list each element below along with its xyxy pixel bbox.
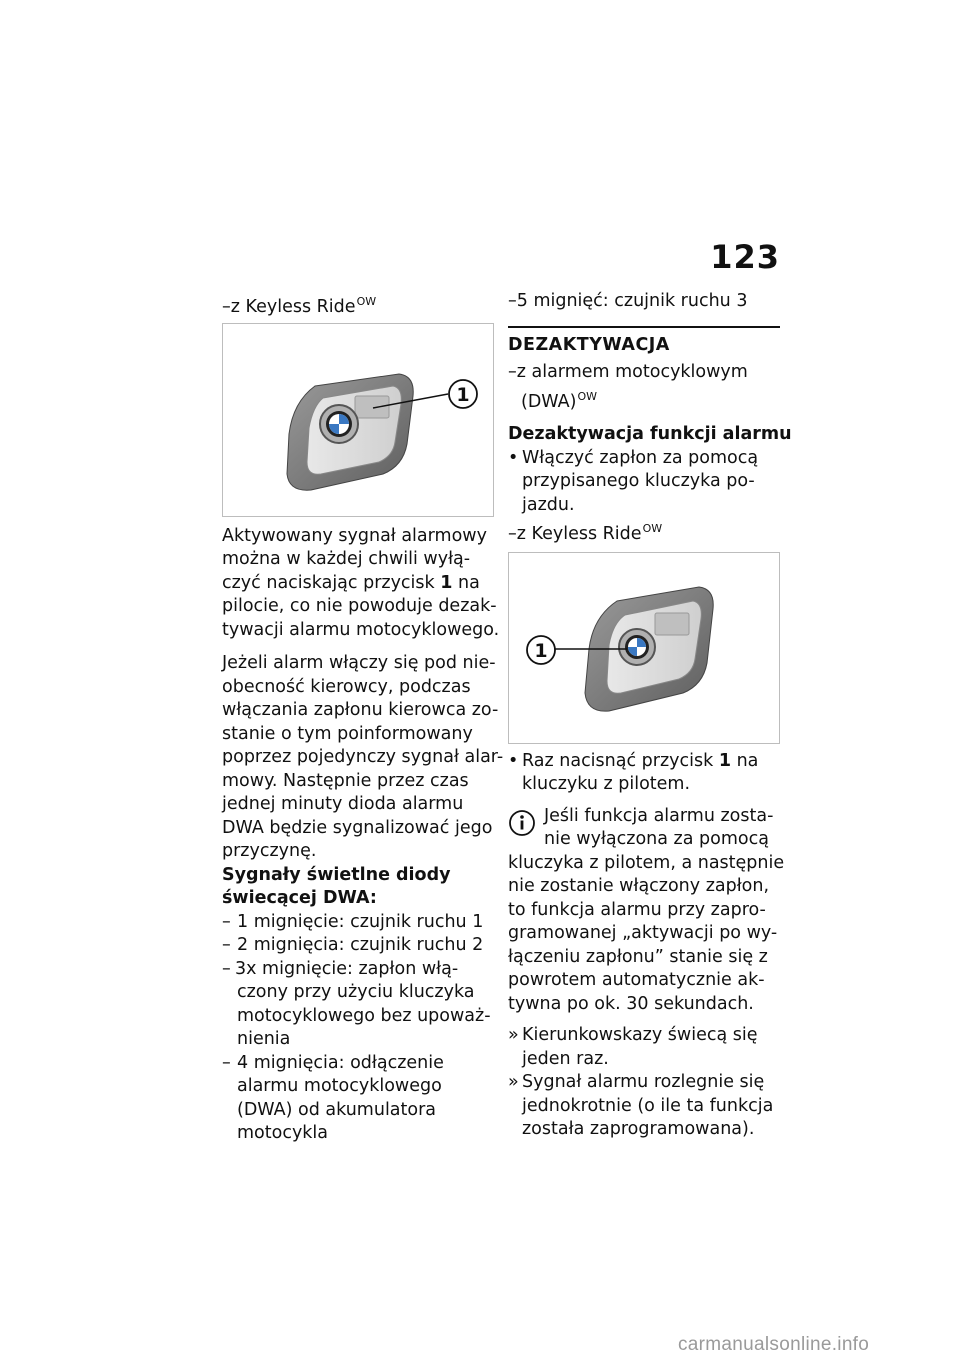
list-item-text: (DWA) od akumulatora xyxy=(237,1099,437,1120)
text-line: pilocie, co nie powoduje dezak- xyxy=(222,596,497,616)
list-item xyxy=(222,934,494,958)
option-superscript: OW xyxy=(577,389,597,403)
step-text: kluczyku z pilotem. xyxy=(522,774,691,794)
button-reference: 1 xyxy=(718,750,731,771)
text-fragment: na xyxy=(452,572,480,593)
info-icon xyxy=(508,808,538,838)
text-line: przyczynę. xyxy=(222,841,317,861)
dash-marker: – xyxy=(222,1052,231,1073)
keyless-label-text: –z Keyless Ride xyxy=(222,297,356,317)
list-item-text: 4 mignięcia: odłączenie xyxy=(237,1052,444,1073)
text-line: DWA będzie sygnalizować jego xyxy=(222,817,493,838)
alarm-option-label xyxy=(508,361,780,414)
note-text: tywna po ok. 30 sekundach. xyxy=(508,993,754,1014)
list-item-text: 3x mignięcie: zapłon włą- xyxy=(235,958,459,979)
text-line: Aktywowany sygnał alarmowy xyxy=(222,525,487,546)
text-line: Jeżeli alarm włączy się pod nie- xyxy=(222,653,496,673)
signals-heading: świecącej DWA: xyxy=(222,888,377,908)
list-item-text: 1 mignięcie: czujnik ruchu 1 xyxy=(237,911,484,932)
paragraph-alarm-absence xyxy=(222,652,504,864)
result-text: jeden raz. xyxy=(522,1048,609,1069)
signal-5-item: –5 mignięć: czujnik ruchu 3 xyxy=(508,291,748,311)
keyless-label-text: –z Keyless Ride xyxy=(508,524,642,544)
step-text: jazdu. xyxy=(522,494,575,515)
text-line xyxy=(508,385,780,415)
text-line: poprzez pojedynczy sygnał alar- xyxy=(222,747,504,767)
text-line xyxy=(222,572,494,596)
figure1-callout: 1 xyxy=(456,383,470,406)
text-fragment: czyć naciskając przycisk xyxy=(222,572,441,593)
text-line: obecność kierowcy, podczas xyxy=(222,676,471,697)
list-item xyxy=(222,911,494,935)
remote-key-figure-2 xyxy=(508,552,780,744)
text-line: włączania zapłonu kierowca zo- xyxy=(222,700,499,720)
dash-marker: – xyxy=(222,911,231,932)
result-text: jednokrotnie (o ile ta funkcja xyxy=(522,1095,774,1116)
note-text: gramowanej „aktywacji po wy- xyxy=(508,923,778,943)
list-item-text: czony przy użyciu kluczyka xyxy=(237,982,475,1002)
list-item-text: motocykla xyxy=(237,1123,329,1143)
text-fragment: (DWA) xyxy=(521,391,577,412)
step-text xyxy=(522,750,758,774)
result-text: Sygnał alarmu rozlegnie się xyxy=(522,1072,765,1092)
list-item-text: motocyklowego bez upoważ- xyxy=(237,1005,491,1026)
result-text: została zaprogramowana). xyxy=(522,1119,755,1139)
figure2-callout: 1 xyxy=(534,639,548,662)
left-column xyxy=(222,290,504,1146)
note-text: łączeniu zapłonu” stanie się z xyxy=(508,946,768,967)
page-number: 123 xyxy=(710,238,780,276)
text-line: –z alarmem motocyklowym xyxy=(508,362,748,382)
result-item xyxy=(508,1024,780,1071)
signals-heading: Sygnały świetlne diody xyxy=(222,864,451,885)
note-text: powrotem automatycznie ak- xyxy=(508,970,765,990)
note-text: nie zostanie włączony zapłon, xyxy=(508,876,770,896)
list-item xyxy=(222,958,494,1052)
step-item xyxy=(508,447,780,518)
button-reference: 1 xyxy=(440,572,453,593)
right-column xyxy=(508,290,792,1142)
text-line: tywacji alarmu motocyklowego. xyxy=(222,619,500,640)
section-heading: DEZAKTYWACJA xyxy=(508,326,780,358)
list-item-text: nienia xyxy=(237,1029,291,1049)
dash-marker: – xyxy=(222,935,231,955)
keyless-option-label xyxy=(222,290,494,320)
paragraph-alarm-deactivate-info xyxy=(222,525,500,643)
result-marker: » xyxy=(508,1072,519,1092)
step-text: Włączyć zapłon za pomocą xyxy=(522,447,759,468)
result-item xyxy=(508,1071,780,1142)
keyless-option-label xyxy=(508,517,780,547)
note-text: to funkcja alarmu przy zapro- xyxy=(508,899,766,920)
note-text: kluczyka z pilotem, a następnie xyxy=(508,852,785,873)
dash-marker: – xyxy=(222,958,231,979)
subheading: Dezaktywacja funkcji alarmu xyxy=(508,424,792,444)
text-fragment: Raz nacisnąć przycisk xyxy=(522,750,719,771)
signals-list xyxy=(222,911,494,1146)
bullet-marker: • xyxy=(508,447,519,468)
info-note xyxy=(508,805,785,1017)
text-fragment: na xyxy=(731,750,759,771)
option-superscript: OW xyxy=(356,295,377,308)
text-line: mowy. Następnie przez czas xyxy=(222,770,469,791)
list-item-text: alarmu motocyklowego xyxy=(237,1076,442,1096)
list-item-text: 2 mignięcia: czujnik ruchu 2 xyxy=(237,935,484,955)
remote-key-figure-1 xyxy=(222,323,494,517)
remote-key-icon xyxy=(223,324,493,516)
bullet-marker: • xyxy=(508,750,519,771)
remote-key-icon xyxy=(509,553,779,743)
text-line: stanie o tym poinformowany xyxy=(222,723,473,744)
list-item xyxy=(222,1052,494,1146)
text-line: jednej minuty dioda alarmu xyxy=(222,794,464,814)
note-text: nie wyłączona za pomocą xyxy=(544,829,769,849)
result-marker: » xyxy=(508,1025,519,1045)
result-text: Kierunkowskazy świecą się xyxy=(522,1025,758,1045)
note-text: Jeśli funkcja alarmu zosta- xyxy=(544,805,774,826)
watermark: carmanualsonline.info xyxy=(678,1334,870,1355)
text-line: można w każdej chwili wyłą- xyxy=(222,549,471,569)
option-superscript: OW xyxy=(642,522,663,535)
step-text: przypisanego kluczyka po- xyxy=(522,471,755,491)
step-item xyxy=(508,750,780,797)
